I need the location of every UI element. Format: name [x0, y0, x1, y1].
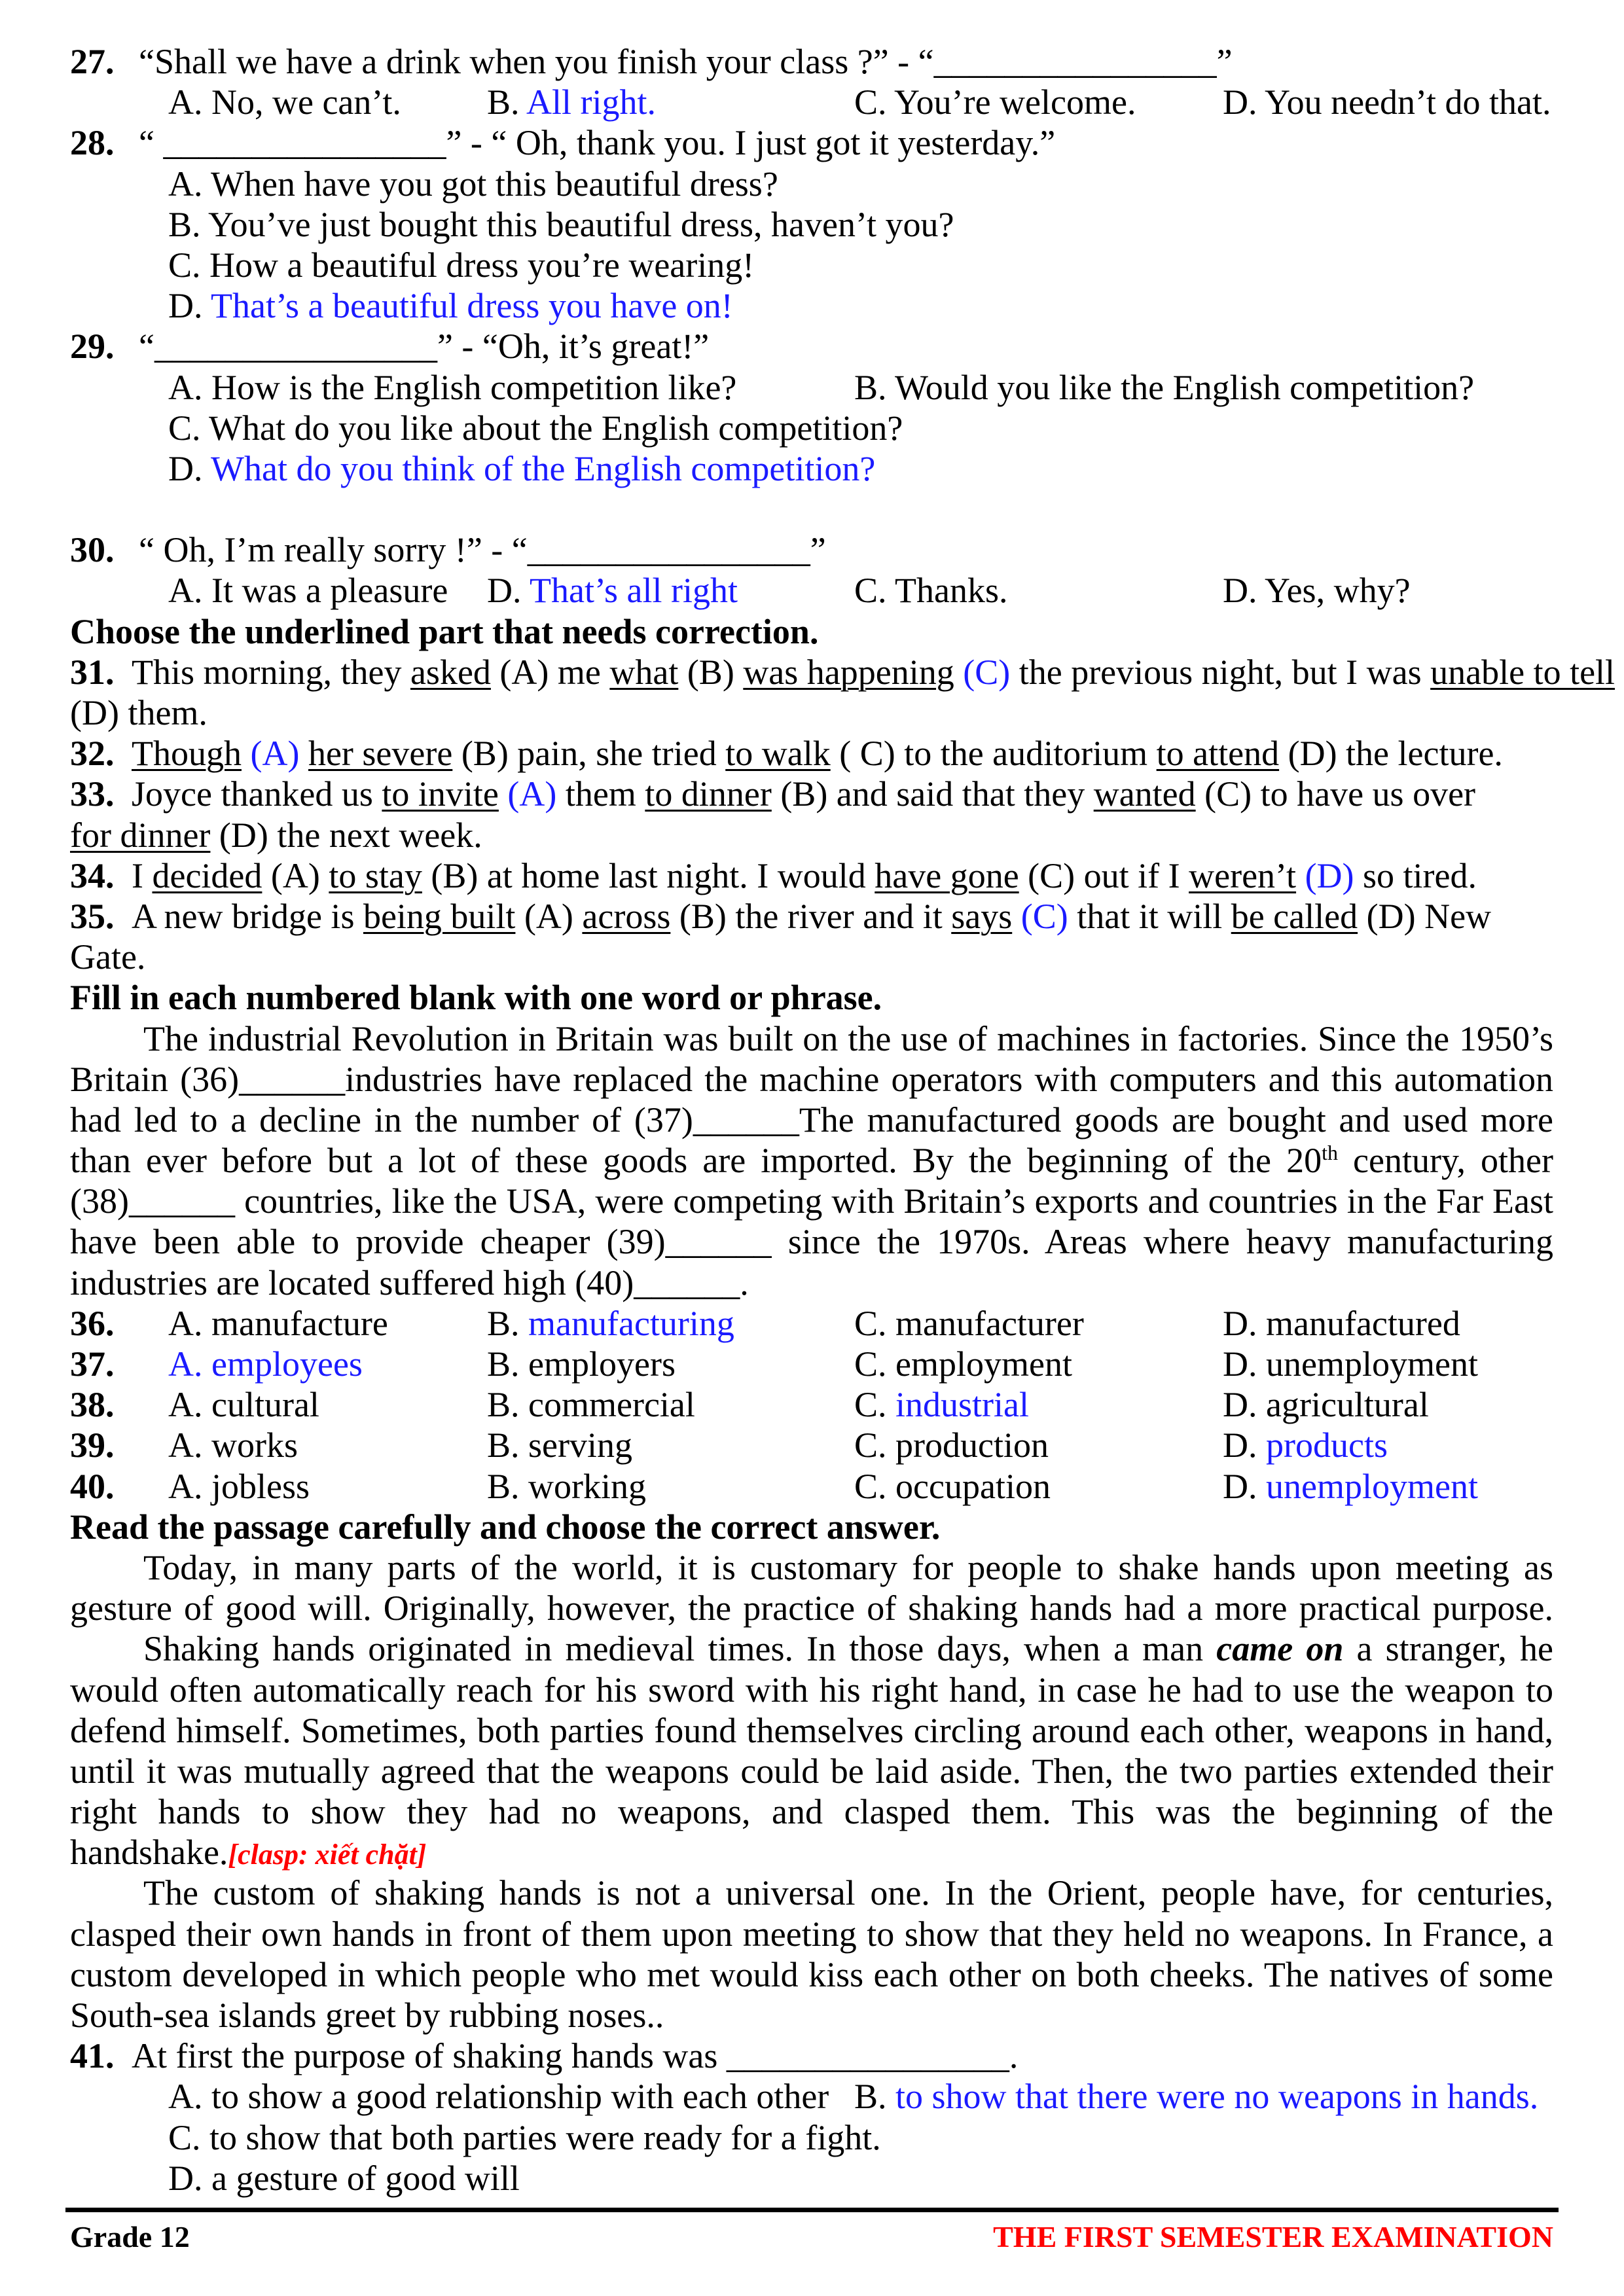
- passage-line: [70, 1954, 1553, 1995]
- option-label: A.: [168, 164, 203, 204]
- option-c: [168, 2117, 881, 2158]
- option-text: a gesture of good will: [202, 2158, 520, 2198]
- text-segment: “ Oh, I’m really sorry !” - “________________”: [139, 530, 826, 570]
- option-label: A.: [168, 1344, 203, 1384]
- option-row: [70, 408, 1553, 448]
- option-c: [168, 245, 754, 285]
- text-segment: (B) at home last night. I would: [422, 855, 875, 895]
- underlined-part: Though: [132, 734, 242, 774]
- option-text: working: [519, 1466, 647, 1506]
- option-text: cultural: [202, 1385, 319, 1425]
- question-number: 38.: [70, 1385, 115, 1425]
- underlined-part: have gone: [875, 855, 1019, 895]
- text-segment: (B): [678, 652, 744, 692]
- question-continuation: [70, 692, 1553, 733]
- option-row: [70, 164, 1553, 204]
- text-segment: (A): [262, 855, 329, 895]
- option-label: D.: [1223, 1466, 1257, 1506]
- option-text: All right.: [519, 82, 657, 122]
- text-segment: until it was mutually agreed that the weapons could be laid aside. Then, the two parties extended their: [70, 1751, 1553, 1791]
- question-37: [70, 1344, 1553, 1384]
- option-label: C.: [854, 1303, 887, 1343]
- passage-line: [70, 1628, 1553, 1669]
- text-segment: them: [556, 774, 645, 814]
- option-c: [854, 1384, 1029, 1425]
- text-segment: A new bridge is: [132, 896, 363, 936]
- question-number: 39.: [70, 1426, 115, 1465]
- option-a: [168, 1344, 363, 1384]
- passage-line: [70, 1751, 1553, 1791]
- text-segment: (D) New: [1358, 896, 1492, 936]
- option-label: B.: [487, 1303, 520, 1343]
- text-segment: The custom of shaking hands is not a universal one. In the Orient, people have, for centuries,: [143, 1873, 1553, 1913]
- option-label: C.: [854, 1344, 887, 1384]
- text-segment: (A) me: [490, 652, 610, 692]
- option-b: [487, 82, 656, 122]
- section-heading: Fill in each numbered blank with one word or phrase.: [70, 978, 882, 1018]
- passage-line: [70, 1995, 1553, 2036]
- text-segment: (38)______ countries, like the USA, were competing with Britain’s exports and countries in the Far East: [70, 1181, 1553, 1221]
- text-segment: Shaking hands originated in medieval times. In those days, when a man: [143, 1629, 1217, 1669]
- option-text: How a beautiful dress you’re wearing!: [200, 245, 755, 285]
- option-text: Would you like the English competition?: [886, 367, 1475, 407]
- option-b: [854, 2076, 1538, 2117]
- text-segment: came on: [1216, 1629, 1344, 1669]
- question-number: 34.: [70, 855, 115, 895]
- option-label: B.: [854, 2077, 887, 2117]
- underlined-part: weren’t: [1189, 855, 1297, 895]
- option-label: D.: [1223, 1426, 1257, 1465]
- question-number: 29.: [70, 327, 115, 367]
- passage-line: [70, 1221, 1553, 1262]
- option-a: [168, 82, 401, 122]
- option-text: What do you like about the English competition?: [200, 408, 903, 448]
- passage-line: [70, 1018, 1553, 1059]
- question-27: [70, 41, 1553, 82]
- underlined-part: unable to tell: [1430, 652, 1615, 692]
- option-label: A.: [168, 2077, 203, 2117]
- option-text: That’s all right: [521, 571, 738, 611]
- option-text: You’ve just bought this beautiful dress, haven’t you?: [200, 204, 954, 244]
- option-b: [487, 1384, 695, 1425]
- option-label: D.: [1223, 1385, 1257, 1425]
- option-b: [487, 1344, 676, 1384]
- text-segment: (D) the next week.: [210, 815, 482, 855]
- answer-mark: (A): [250, 734, 300, 774]
- option-row: [70, 245, 1553, 285]
- option-d: [1223, 1303, 1460, 1344]
- option-label: B.: [487, 1466, 520, 1506]
- passage-line: [70, 1832, 1553, 1873]
- text-segment: custom developed in which people who met would kiss each other on both cheeks. The natives of some: [70, 1954, 1553, 1994]
- option-text: That’s a beautiful dress you have on!: [202, 286, 733, 326]
- option-label: C.: [168, 245, 201, 285]
- text-segment: “ ________________” - “ Oh, thank you. I just got it yesterday.”: [139, 123, 1056, 163]
- text-segment: ( C) to the auditorium: [830, 734, 1157, 774]
- option-text: manufacture: [202, 1303, 388, 1343]
- text-segment: would often automatically reach for his sword with his right hand, in case he had to use the weapon to: [70, 1670, 1553, 1710]
- answer-mark: (C): [1020, 896, 1068, 936]
- question-number: 40.: [70, 1466, 115, 1506]
- question-39: [70, 1425, 1553, 1465]
- question-31: [70, 652, 1615, 692]
- option-a: [168, 2076, 829, 2117]
- option-text: occupation: [886, 1466, 1051, 1506]
- option-label: B.: [487, 1385, 520, 1425]
- question-number: 32.: [70, 734, 115, 774]
- question-number: 28.: [70, 123, 115, 163]
- text-segment: that it will: [1068, 896, 1231, 936]
- option-text: commercial: [519, 1385, 695, 1425]
- spacer: [70, 489, 1553, 529]
- option-text: employees: [202, 1344, 363, 1384]
- option-label: A.: [168, 1303, 203, 1343]
- option-text: It was a pleasure: [202, 571, 448, 611]
- text-segment: [242, 734, 251, 773]
- underlined-part: being built: [363, 896, 516, 936]
- text-segment: handshake.: [70, 1833, 228, 1873]
- question-36: [70, 1303, 1553, 1344]
- option-text: manufacturing: [519, 1303, 734, 1343]
- passage-line: [70, 1710, 1553, 1751]
- option-label: B.: [168, 204, 201, 244]
- text-segment: have been able to provide cheaper (39)______ since the 1970s. Areas where heavy manufacturing: [70, 1222, 1553, 1262]
- text-segment: Today, in many parts of the world, it is customary for people to shake hands upon meeting as: [143, 1547, 1553, 1587]
- option-label: A.: [168, 571, 203, 611]
- vocabulary-note: [clasp: xiết chặt]: [228, 1839, 427, 1871]
- text-segment: The industrial Revolution in Britain was built on the use of machines in factories. Since the 1950’s: [143, 1018, 1553, 1058]
- option-c: [854, 1344, 1072, 1384]
- option-text: How is the English competition like?: [202, 367, 737, 407]
- option-a: [168, 1303, 388, 1344]
- option-label: B.: [854, 367, 887, 407]
- option-row: [70, 448, 1553, 489]
- option-c: [854, 1425, 1049, 1465]
- underlined-part: her severe: [308, 734, 453, 774]
- option-label: C.: [168, 2117, 201, 2157]
- underlined-part: to stay: [329, 855, 422, 895]
- underlined-part: was happening: [743, 652, 954, 692]
- option-row: [70, 2158, 1553, 2198]
- option-text: manufactured: [1257, 1303, 1460, 1343]
- footer-rule: [65, 2208, 1559, 2212]
- option-label: D.: [1223, 571, 1257, 611]
- option-c: [854, 82, 1136, 122]
- text-segment: industries are located suffered high (40)______.: [70, 1263, 749, 1302]
- question-34: [70, 855, 1553, 896]
- option-text: unemployment: [1257, 1466, 1478, 1506]
- option-row: [70, 367, 1553, 408]
- underlined-part: for dinner: [70, 815, 211, 855]
- text-segment: a stranger, he: [1343, 1629, 1553, 1669]
- passage-line: [70, 1914, 1553, 1954]
- option-text: What do you think of the English competition?: [202, 448, 876, 488]
- question-number: 33.: [70, 774, 115, 814]
- option-d: [1223, 1384, 1429, 1425]
- option-text: serving: [519, 1426, 632, 1465]
- section-heading: Read the passage carefully and choose the correct answer.: [70, 1507, 941, 1547]
- option-b: [487, 1425, 632, 1465]
- option-text: Yes, why?: [1257, 571, 1411, 611]
- option-a: [168, 1425, 298, 1465]
- passage-line: [70, 1588, 1553, 1628]
- text-segment: defend himself. Sometimes, both parties found themselves circling around each other, weapons in hand,: [70, 1710, 1553, 1750]
- text-segment: Joyce thanked us: [132, 774, 382, 814]
- option-text: agricultural: [1257, 1385, 1429, 1425]
- option-b: [168, 204, 954, 245]
- text-segment: (B) the river and it: [670, 896, 952, 936]
- text-segment: [499, 774, 508, 814]
- question-number: 30.: [70, 530, 115, 570]
- option-text: Thanks.: [886, 571, 1008, 611]
- text-segment: [1296, 856, 1305, 895]
- option-a: [168, 570, 448, 611]
- option-text: When have you got this beautiful dress?: [202, 164, 778, 204]
- underlined-part: asked: [410, 652, 491, 692]
- text-segment: Gate.: [70, 937, 146, 977]
- section-heading: Choose the underlined part that needs correction.: [70, 611, 819, 651]
- text-segment: At first the purpose of shaking hands was ________________.: [132, 2036, 1019, 2076]
- option-a: [168, 164, 778, 204]
- option-c: [854, 570, 1008, 611]
- text-segment: (D) them.: [70, 693, 208, 732]
- option-label: D.: [1223, 1344, 1257, 1384]
- text-segment: (B) and said that they: [771, 774, 1094, 814]
- option-b: [854, 367, 1474, 408]
- option-b: [487, 1303, 734, 1344]
- option-d: [168, 285, 733, 326]
- underlined-part: to invite: [382, 774, 499, 814]
- underlined-part: across: [582, 896, 671, 936]
- option-text: You needn’t do that.: [1257, 82, 1551, 122]
- underlined-part: be called: [1231, 896, 1358, 936]
- footer-exam-title: THE FIRST SEMESTER EXAMINATION: [993, 2220, 1553, 2253]
- text-segment: gesture of good will. Originally, however, the practice of shaking hands had a more practical purpose.: [70, 1588, 1553, 1628]
- option-text: to show a good relationship with each other: [202, 2077, 829, 2117]
- question-35: [70, 896, 1553, 937]
- question-number: 41.: [70, 2036, 115, 2076]
- question-number: 31.: [70, 652, 115, 692]
- text-segment: [1012, 897, 1021, 936]
- option-label: A.: [168, 82, 203, 122]
- underlined-part: to dinner: [645, 774, 772, 814]
- option-d: [1223, 1466, 1478, 1507]
- option-text: No, we can’t.: [202, 82, 401, 122]
- question-41: [70, 2036, 1553, 2076]
- option-d: [168, 2158, 520, 2198]
- underlined-part: wanted: [1093, 774, 1196, 814]
- option-c: [854, 1466, 1051, 1507]
- answer-mark: (A): [507, 774, 557, 814]
- option-label: D.: [1223, 1303, 1257, 1343]
- option-b: [487, 1466, 646, 1507]
- option-label: A.: [168, 1385, 203, 1425]
- option-label: B.: [487, 1426, 520, 1465]
- text-segment: “________________” - “Oh, it’s great!”: [139, 327, 710, 367]
- passage-line: [70, 1263, 1553, 1303]
- question-number: 37.: [70, 1344, 115, 1384]
- option-text: manufacturer: [886, 1303, 1084, 1343]
- option-text: jobless: [202, 1466, 310, 1506]
- text-segment: [954, 653, 964, 692]
- question-number: 36.: [70, 1303, 115, 1343]
- underlined-part: what: [609, 652, 679, 692]
- option-row: [70, 570, 1553, 611]
- text-segment: (C) out if I: [1019, 855, 1189, 895]
- option-row: [70, 82, 1553, 122]
- option-d: [168, 448, 875, 489]
- text-segment: South-sea islands greet by rubbing noses..: [70, 1996, 664, 2035]
- option-label: D.: [168, 448, 203, 488]
- question-continuation: [70, 815, 1553, 855]
- option-row: [70, 2076, 1553, 2117]
- question-number: 35.: [70, 896, 115, 936]
- option-text: employers: [519, 1344, 676, 1384]
- option-text: works: [202, 1426, 298, 1465]
- text-segment: “Shall we have a drink when you finish your class ?” - “________________”: [139, 42, 1233, 81]
- option-row: [70, 204, 1553, 245]
- text-segment: had led to a decline in the number of (37)______The manufactured goods are bought and used more: [70, 1100, 1553, 1139]
- option-row: [70, 285, 1553, 326]
- question-29: [70, 326, 1553, 367]
- option-label: B.: [487, 82, 520, 122]
- passage-line: [70, 1670, 1553, 1710]
- option-label: D.: [1223, 82, 1257, 122]
- option-label: C.: [854, 1466, 887, 1506]
- text-segment: (A): [515, 896, 583, 936]
- option-text: products: [1257, 1426, 1388, 1465]
- option-text: to show that there were no weapons in hands.: [886, 2077, 1539, 2117]
- text-segment: right hands to show they had no weapons, and clasped them. This was the beginning of the: [70, 1792, 1553, 1832]
- text-segment: (C) to have us over: [1195, 774, 1476, 814]
- option-a: [168, 367, 736, 408]
- passage-line: [70, 1791, 1553, 1832]
- text-segment: (D) the lecture.: [1279, 734, 1503, 774]
- text-segment: This morning, they: [132, 652, 410, 692]
- option-d: [1223, 1344, 1478, 1384]
- option-a: [168, 1466, 310, 1507]
- option-text: employment: [886, 1344, 1072, 1384]
- option-d: [1223, 82, 1551, 122]
- option-a: [168, 1384, 319, 1425]
- option-label: C.: [168, 408, 201, 448]
- option-label: A.: [168, 367, 203, 407]
- question-30: [70, 529, 1553, 570]
- question-number: 27.: [70, 42, 115, 81]
- passage-line: [70, 1547, 1553, 1588]
- answer-mark: (D): [1305, 855, 1354, 895]
- question-28: [70, 122, 1553, 163]
- option-d: [487, 570, 738, 611]
- passage-line: [70, 1181, 1553, 1221]
- question-33: [70, 774, 1553, 814]
- question-38: [70, 1384, 1553, 1425]
- option-text: to show that both parties were ready for a fight.: [200, 2117, 881, 2157]
- option-label: B.: [487, 1344, 520, 1384]
- option-label: A.: [168, 1426, 203, 1465]
- option-text: You’re welcome.: [886, 82, 1136, 122]
- option-label: D.: [168, 286, 203, 326]
- question-40: [70, 1466, 1553, 1507]
- passage-line: [70, 1140, 1553, 1181]
- option-text: production: [886, 1426, 1049, 1465]
- text-segment: so tired.: [1354, 855, 1477, 895]
- option-text: unemployment: [1257, 1344, 1478, 1384]
- footer-grade: Grade 12: [70, 2220, 190, 2253]
- option-label: C.: [854, 1426, 887, 1465]
- option-label: D.: [487, 571, 522, 611]
- underlined-part: decided: [152, 855, 262, 895]
- underlined-part: to attend: [1156, 734, 1280, 774]
- exam-content: [70, 41, 1615, 2198]
- text-segment: Britain (36)______industries have replaced the machine operators with computers and this automation: [70, 1059, 1553, 1099]
- question-continuation: [70, 937, 1553, 977]
- text-segment: (B) pain, she tried: [452, 734, 726, 774]
- option-label: C.: [854, 82, 887, 122]
- text-segment: the previous night, but I was: [1010, 652, 1431, 692]
- text-segment: clasped their own hands in front of them upon meeting to show that they held no weapons. In France, a: [70, 1914, 1553, 1954]
- option-d: [1223, 570, 1411, 611]
- option-label: A.: [168, 1466, 203, 1506]
- text-segment: than ever before but a lot of these goods are imported. By the beginning of the 20: [70, 1141, 1322, 1181]
- option-row: [70, 2117, 1553, 2158]
- option-c: [854, 1303, 1084, 1344]
- question-32: [70, 733, 1553, 774]
- passage-line: [70, 1059, 1553, 1100]
- option-label: C.: [854, 1385, 887, 1425]
- passage-line: [70, 1873, 1553, 1913]
- underlined-part: to walk: [725, 734, 831, 774]
- passage-line: [70, 1100, 1553, 1140]
- underlined-part: says: [951, 896, 1013, 936]
- answer-mark: (C): [963, 652, 1011, 692]
- text-segment: century, other: [1337, 1141, 1553, 1181]
- option-d: [1223, 1425, 1388, 1465]
- text-segment: th: [1322, 1141, 1338, 1165]
- option-label: C.: [854, 571, 887, 611]
- option-text: industrial: [886, 1385, 1030, 1425]
- text-segment: [299, 734, 308, 773]
- option-c: [168, 408, 903, 448]
- text-segment: I: [132, 855, 153, 895]
- option-label: D.: [168, 2158, 203, 2198]
